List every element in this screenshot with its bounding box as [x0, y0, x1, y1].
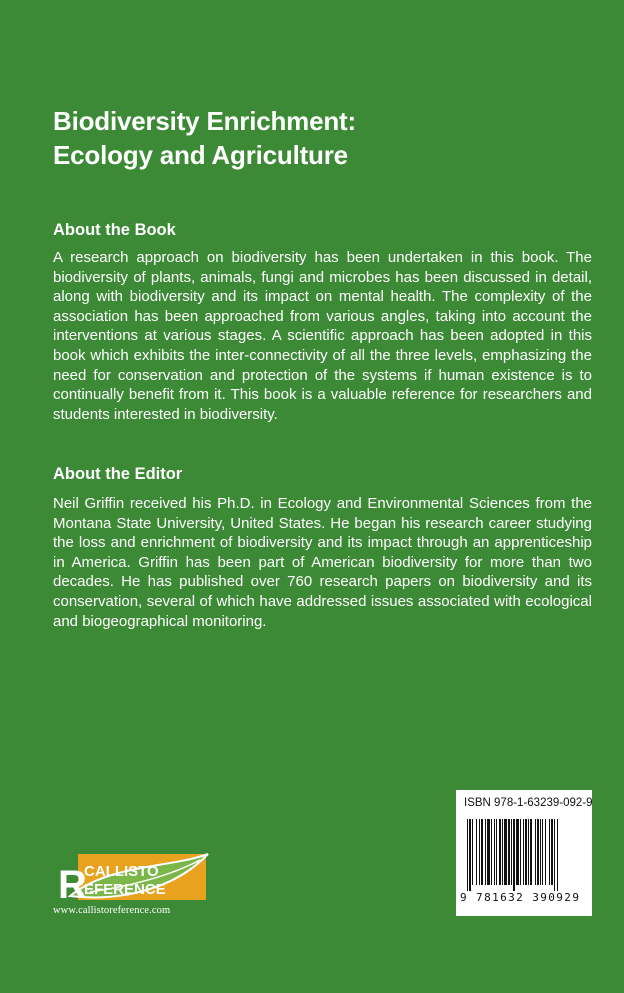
- barcode-bar: [481, 819, 483, 885]
- barcode-bar: [513, 819, 515, 891]
- barcode-bar: [485, 819, 486, 885]
- barcode-bar: [516, 819, 519, 885]
- barcode-bar: [496, 819, 497, 885]
- barcode-bar: [551, 819, 553, 885]
- barcode-bar: [504, 819, 507, 885]
- about-editor-text: Neil Griffin received his Ph.D. in Ecology and Environmental Sciences from the Montana State University, United States. He began his research career studying the loss and enrichment of biodiversity and its impact through an apprenticeship in America. Griffin has been part of American biodiversity for more than two decades. He has published over 760 research papers on biodiversity and its conservation, several of which have addressed issues associated with ecological and biogeographical monitoring.: [53, 495, 592, 630]
- barcode-bar: [545, 819, 546, 885]
- barcode-bar: [554, 819, 555, 891]
- barcode-bar: [467, 819, 468, 891]
- barcode-bar: [469, 819, 471, 891]
- barcode-bar: [479, 819, 480, 885]
- barcode-bar: [525, 819, 527, 885]
- barcode-bar: [557, 819, 558, 891]
- barcode-bar: [508, 819, 510, 885]
- barcode-bar: [540, 819, 541, 885]
- barcode-bar: [535, 819, 536, 885]
- book-title: [53, 104, 573, 172]
- logo-big-r: R: [58, 863, 87, 906]
- logo-word-callisto: CALLISTO: [84, 863, 159, 880]
- about-book-heading: About the Book: [53, 221, 176, 239]
- about-book-text: A research approach on biodiversity has been undertaken in this book. The biodiversity of plants, animals, fungi and microbes has been discussed in detail, along with biodiversity and its impact on mental health. The complexity of the association has been approached from various angles, taking into account the interventions at various stages. A scientific approach has been adopted in this book which exhibits the inter-connectivity of all the three levels, emphasizing the need for conservation and protection of the systems if human existence is to continually benefit from it. This book is a valuable reference for researchers and students interested in biodiversity.: [53, 249, 592, 423]
- barcode: [467, 819, 581, 891]
- barcode-bar: [502, 819, 503, 885]
- barcode-digits: 9 781632 390929: [460, 891, 581, 904]
- isbn-barcode-box: [456, 790, 592, 916]
- barcode-bar: [549, 819, 550, 885]
- barcode-bar: [523, 819, 524, 885]
- about-editor-heading: About the Editor: [53, 465, 183, 483]
- barcode-bar: [537, 819, 539, 885]
- title-line-1: Biodiversity Enrichment:: [53, 106, 356, 136]
- barcode-bar: [528, 819, 529, 885]
- barcode-bar: [530, 819, 532, 885]
- logo-word-eference: EFERENCE: [84, 881, 166, 898]
- barcode-bar: [476, 819, 477, 885]
- isbn-label: ISBN 978-1-63239-092-9: [464, 797, 593, 809]
- barcode-bar: [472, 819, 473, 885]
- barcode-bar: [542, 819, 543, 885]
- barcode-bar: [494, 819, 495, 885]
- barcode-bar: [520, 819, 521, 885]
- barcode-bar: [499, 819, 501, 885]
- barcode-bar: [491, 819, 492, 885]
- barcode-bar: [511, 819, 512, 885]
- publisher-logo: [50, 846, 220, 906]
- title-line-2: Ecology and Agriculture: [53, 140, 348, 170]
- publisher-url: www.callistoreference.com: [53, 905, 171, 916]
- barcode-bar: [487, 819, 490, 885]
